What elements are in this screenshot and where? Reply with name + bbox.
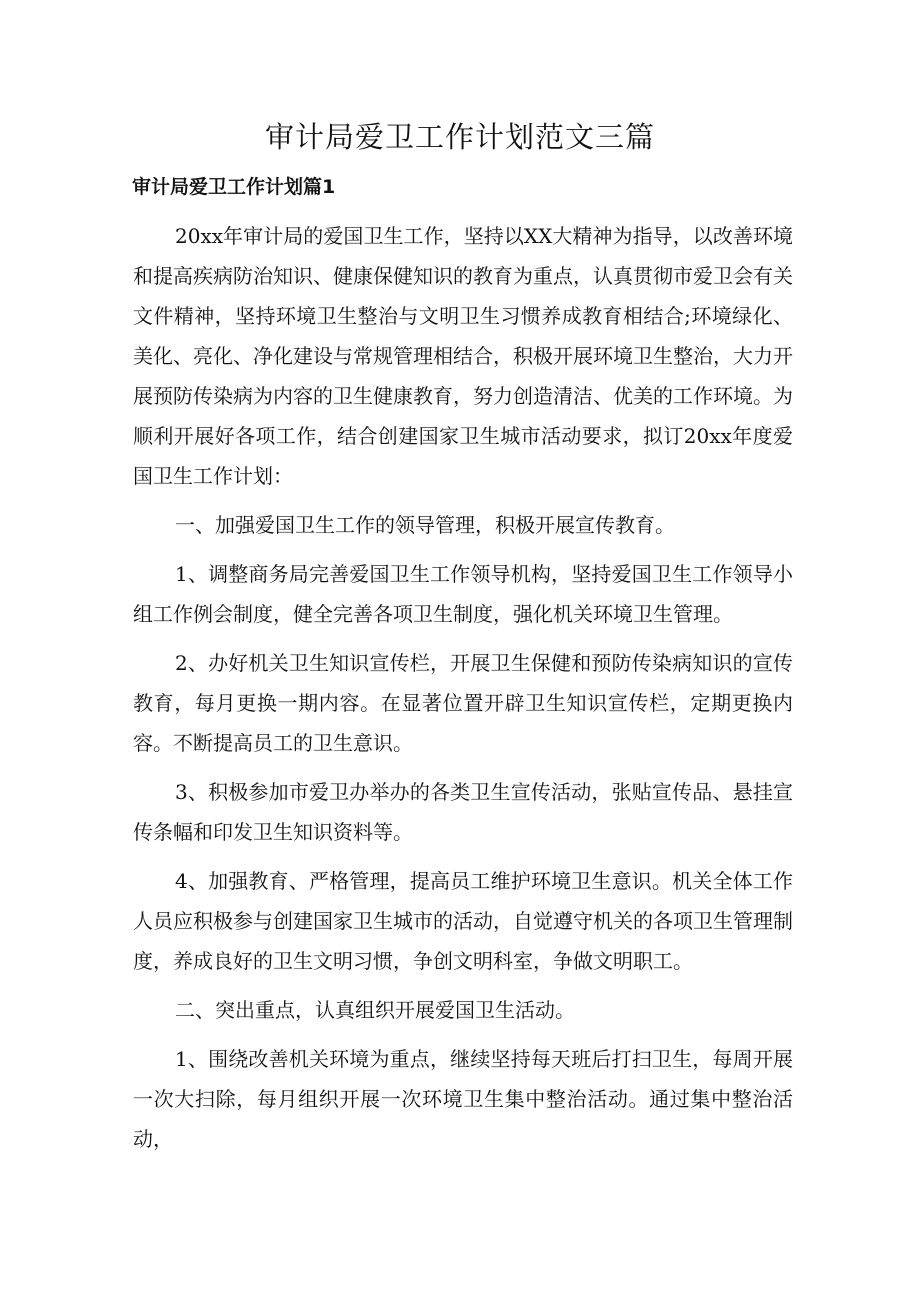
paragraph-item-2-1: 1、围绕改善机关环境为重点，继续坚持每天班后打扫卫生，每周开展一次大扫除，每月组织开展一次环境卫生集中整治活动。通过集中整治活动， [133,1047,793,1151]
paragraph-intro: 20xx年审计局的爱国卫生工作，坚持以XX大精神为指导，以改善环境和提高疾病防治知识、健康保健知识的教育为重点，认真贯彻市爱卫会有关文件精神，坚持环境卫生整治与文明卫生习惯养成教育相结合;环境绿化、美化、亮化、净化建设与常规管理相结合，积极开展环境卫生整治，大力开展预防传染病为内容的卫生健康教育，努力创造清洁、优美的工作环境。为顺利开展好各项工作，结合创建国家卫生城市活动要求，拟订20xx年度爱国卫生工作计划： [133,224,793,488]
paragraph-item-2: 2、办好机关卫生知识宣传栏，开展卫生保健和预防传染病知识的宣传教育，每月更换一期内容。在显著位置开辟卫生知识宣传栏，定期更换内容。不断提高员工的卫生意识。 [133,651,793,755]
section-heading: 审计局爱卫工作计划篇1 [132,176,336,198]
paragraph-item-1: 1、调整商务局完善爱国卫生工作领导机构，坚持爱国卫生工作领导小组工作例会制度，健全完善各项卫生制度，强化机关环境卫生管理。 [133,562,793,626]
document-title: 审计局爱卫工作计划范文三篇 [264,120,655,154]
paragraph-heading-two: 二、突出重点，认真组织开展爱国卫生活动。 [175,998,575,1022]
paragraph-item-3: 3、积极参加市爱卫办举办的各类卫生宣传活动，张贴宣传品、悬挂宣传条幅和印发卫生知识资料等。 [133,780,793,844]
document-body [133,216,793,1168]
paragraph-heading-one: 一、加强爱国卫生工作的领导管理，积极开展宣传教育。 [175,513,675,537]
paragraph-item-4: 4、加强教育、严格管理，提高员工维护环境卫生意识。机关全体工作人员应积极参与创建国家卫生城市的活动，自觉遵守机关的各项卫生管理制度，养成良好的卫生文明习惯，争创文明科室，争做文明职工。 [133,869,793,973]
